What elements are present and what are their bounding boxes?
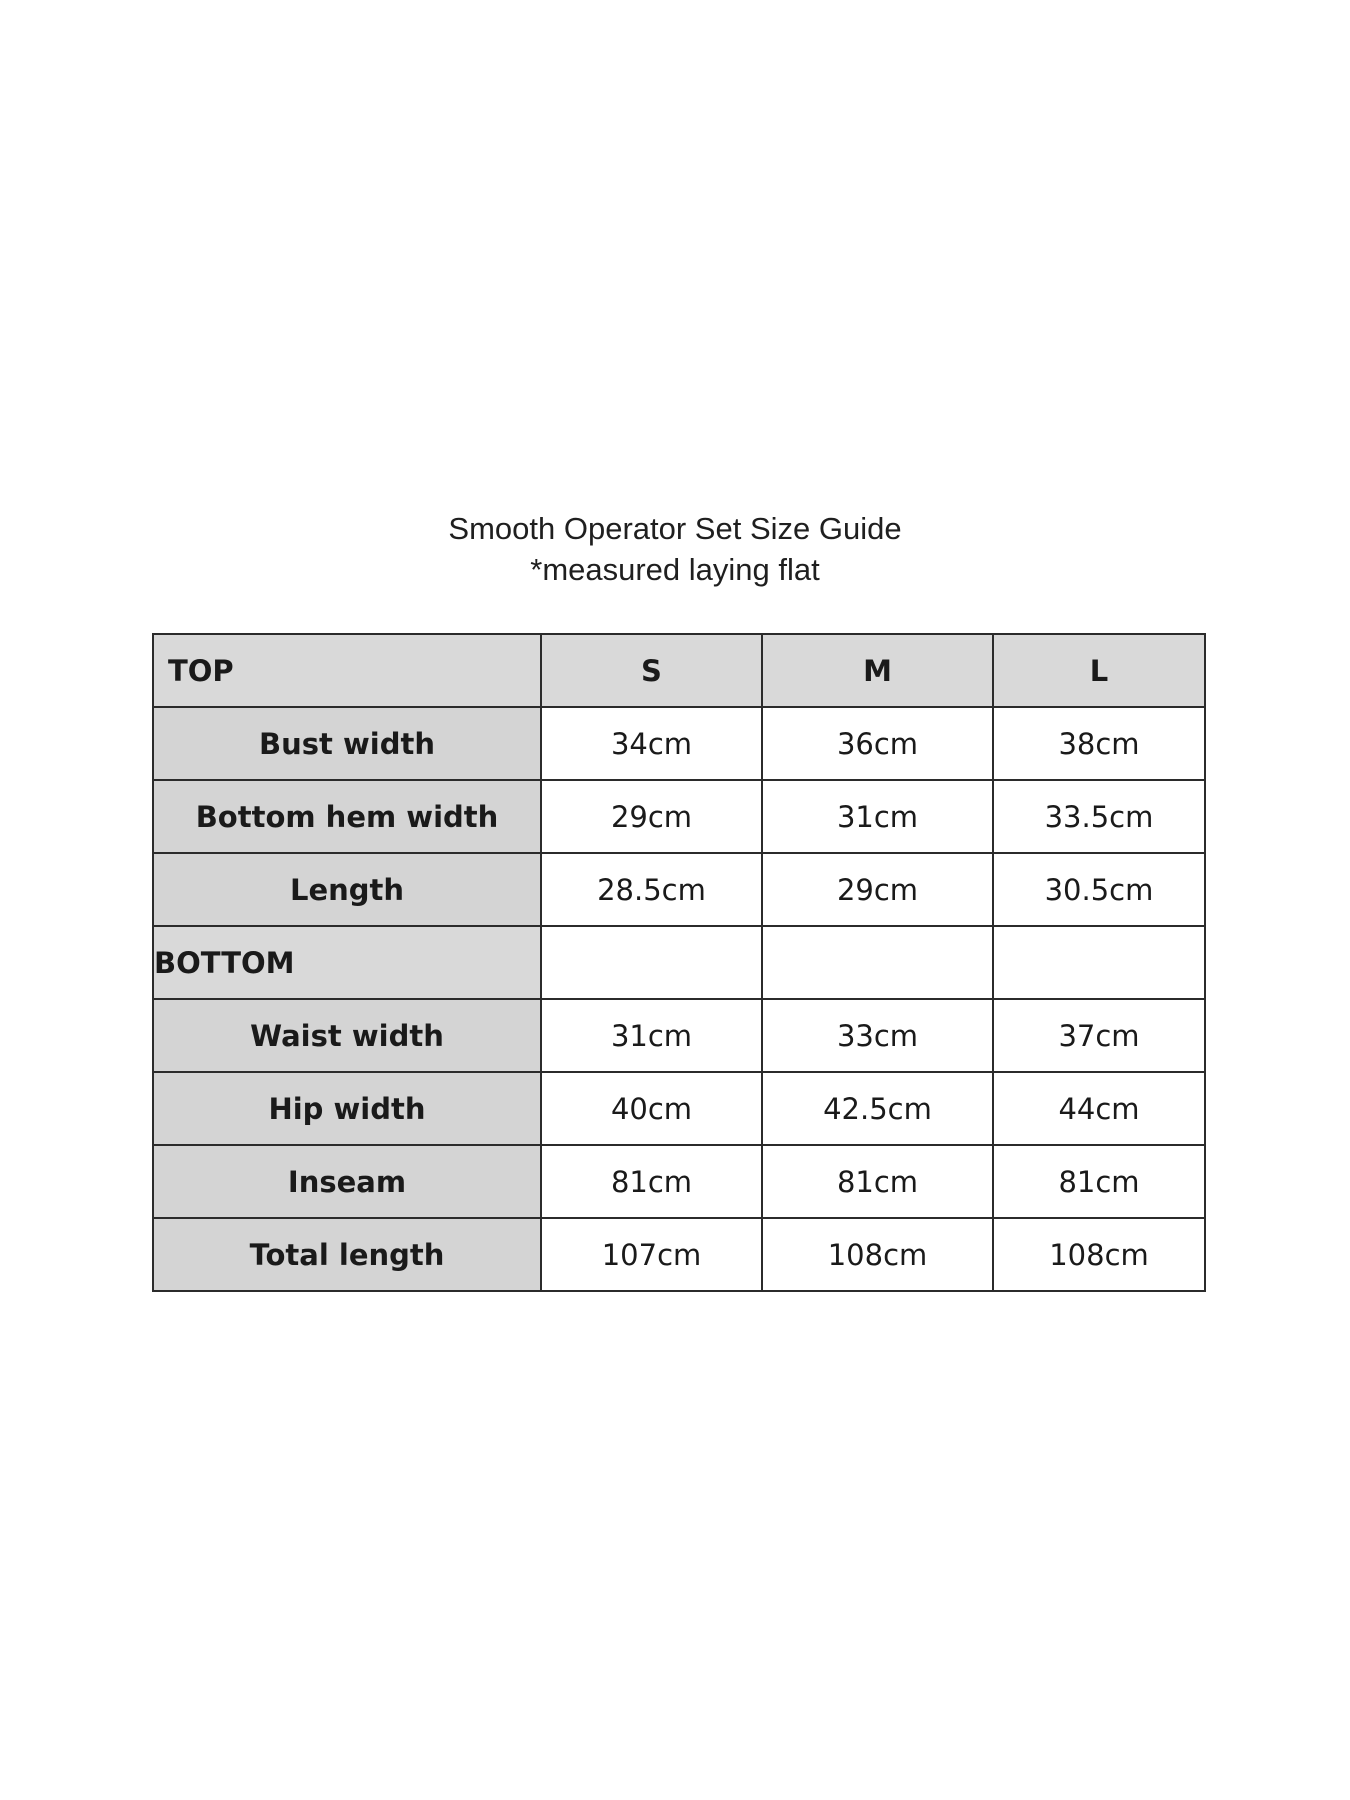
page-subtitle: *measured laying flat (530, 552, 820, 587)
cell-value: 37cm (993, 999, 1205, 1072)
size-guide-table (152, 633, 1206, 1292)
table-row (153, 707, 1205, 780)
empty-cell (762, 926, 993, 999)
table-row (153, 780, 1205, 853)
empty-cell (993, 926, 1205, 999)
cell-value: 42.5cm (762, 1072, 993, 1145)
row-label: Inseam (153, 1145, 541, 1218)
size-header-l: L (993, 634, 1205, 707)
row-label: Hip width (153, 1072, 541, 1145)
cell-value: 108cm (762, 1218, 993, 1291)
table-row (153, 853, 1205, 926)
size-guide-header (0, 508, 1350, 590)
cell-value: 108cm (993, 1218, 1205, 1291)
cell-value: 81cm (541, 1145, 762, 1218)
size-header-m: M (762, 634, 993, 707)
row-label: Bottom hem width (153, 780, 541, 853)
section-row-bottom (153, 926, 1205, 999)
page-title: Smooth Operator Set Size Guide (448, 511, 902, 546)
cell-value: 33cm (762, 999, 993, 1072)
cell-value: 81cm (993, 1145, 1205, 1218)
cell-value: 29cm (541, 780, 762, 853)
cell-value: 40cm (541, 1072, 762, 1145)
cell-value: 107cm (541, 1218, 762, 1291)
cell-value: 81cm (762, 1145, 993, 1218)
cell-value: 36cm (762, 707, 993, 780)
table-row (153, 1145, 1205, 1218)
cell-value: 28.5cm (541, 853, 762, 926)
row-label: Bust width (153, 707, 541, 780)
table-row (153, 1218, 1205, 1291)
cell-value: 31cm (541, 999, 762, 1072)
cell-value: 29cm (762, 853, 993, 926)
size-header-s: S (541, 634, 762, 707)
row-label: Waist width (153, 999, 541, 1072)
table-row (153, 999, 1205, 1072)
row-label: Length (153, 853, 541, 926)
row-label: Total length (153, 1218, 541, 1291)
cell-value: 44cm (993, 1072, 1205, 1145)
section-label-bottom: BOTTOM (153, 926, 541, 999)
table-row (153, 1072, 1205, 1145)
cell-value: 33.5cm (993, 780, 1205, 853)
cell-value: 34cm (541, 707, 762, 780)
cell-value: 30.5cm (993, 853, 1205, 926)
empty-cell (541, 926, 762, 999)
cell-value: 31cm (762, 780, 993, 853)
section-label-top: TOP (153, 634, 541, 707)
table-header-row (153, 634, 1205, 707)
cell-value: 38cm (993, 707, 1205, 780)
